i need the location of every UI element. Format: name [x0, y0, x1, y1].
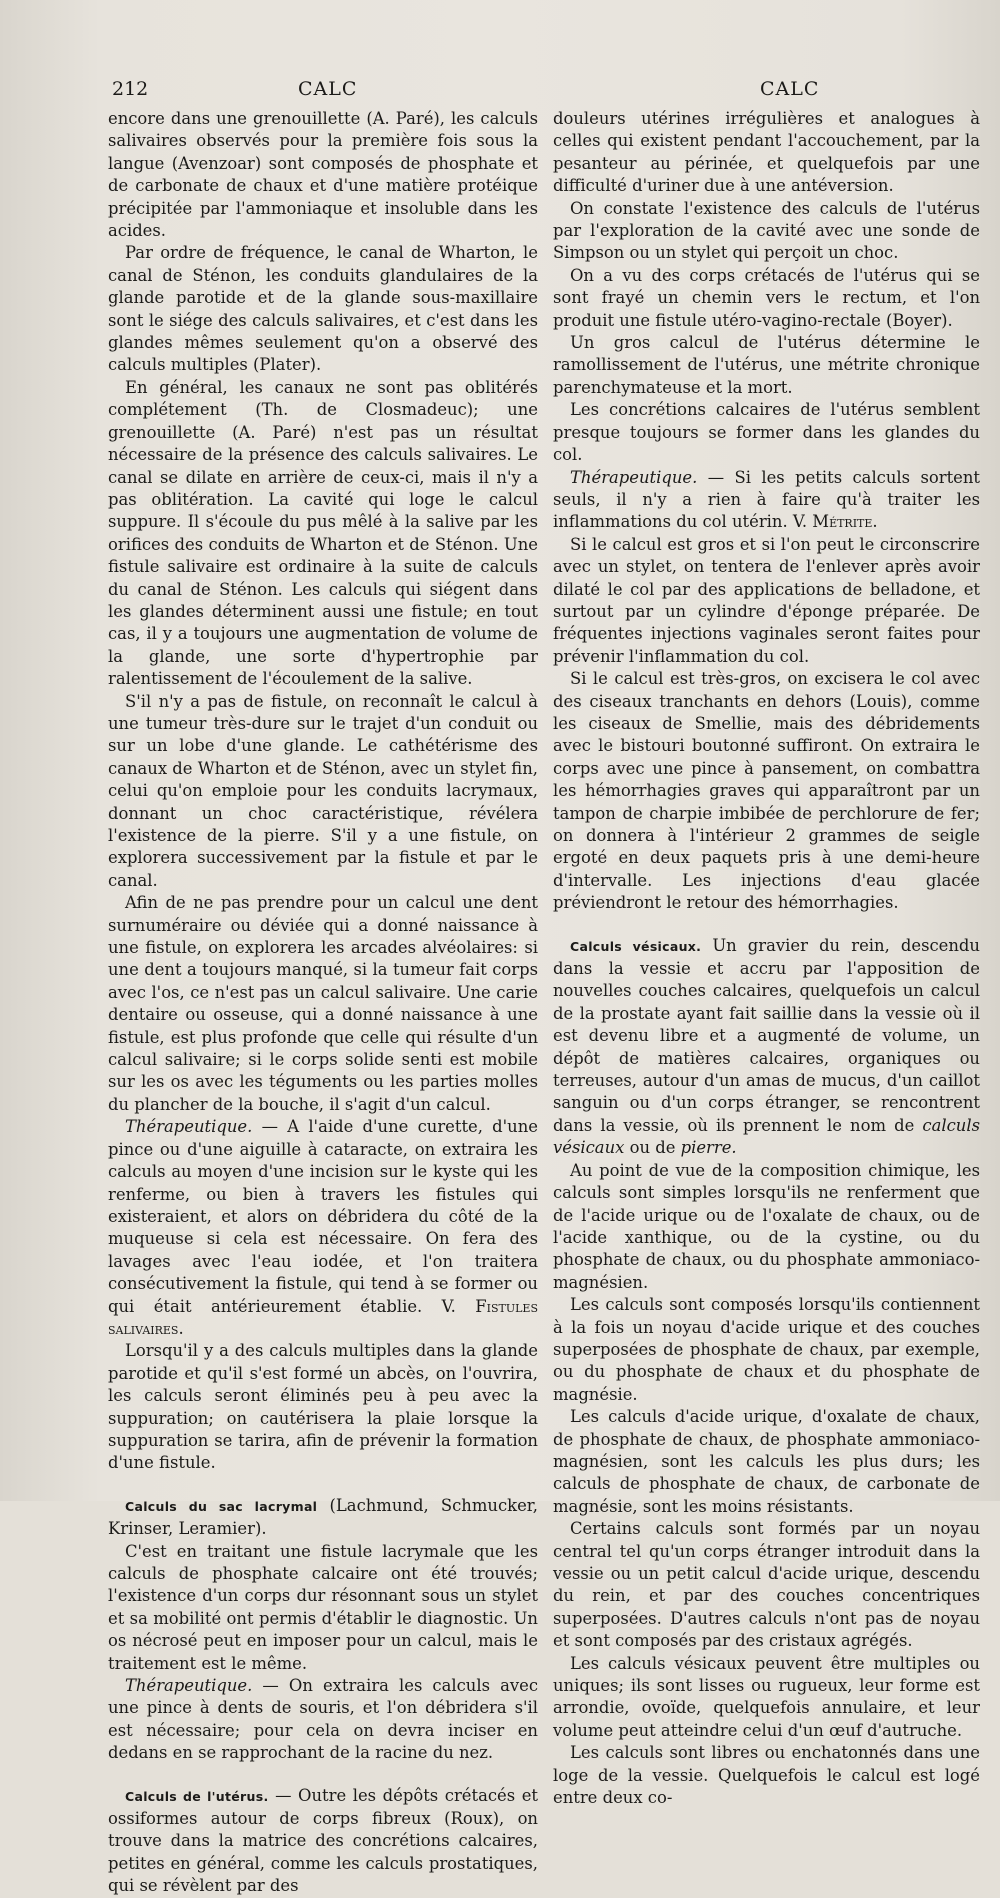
- paragraph-text: ou de: [624, 1138, 681, 1158]
- therapeutique-label: Thérapeutique.: [570, 467, 698, 487]
- paragraph: Un gros calcul de l'utérus détermine le ramollissement de l'utérus, une métrite chronique parenchymateuse et la mort.: [553, 333, 980, 397]
- paragraph: Les calculs sont composés lorsqu'ils contiennent à la fois un noyau d'acide urique et des couches superposées de phosphate de chaux, par exemple, ou du phosphate de chaux et du phosphate de magnésie.: [553, 1295, 980, 1404]
- paragraph: Certains calculs sont formés par un noyau central tel qu'un corps étranger introduit dans la vessie ou un petit calcul d'acide urique, descendu du rein, et par des couches concentriques superposées. D'autres calculs n'ont pas de noyau et sont composés par des cristaux agrégés.: [553, 1519, 980, 1651]
- therapeutique-label: Thérapeutique.: [125, 1117, 253, 1137]
- paragraph: encore dans une grenouillette (A. Paré), les calculs salivaires observés pour la première fois sous la langue (Avenzoar) sont composés de phosphate et de carbonate de chaux et d'une matière protéique précipitée par l'ammoniaque et insoluble dans les acides.: [108, 109, 538, 241]
- paragraph: douleurs utérines irrégulières et analogues à celles qui existent pendant l'accouchement, par la pesanteur au périnée, et quelquefois par une difficulté d'uriner due à une antéversion.: [553, 109, 980, 196]
- entry-heading: Calculs du sac lacrymal: [125, 1498, 318, 1514]
- entry-heading: Calculs vésicaux.: [570, 938, 702, 954]
- paragraph: Par ordre de fréquence, le canal de Wharton, le canal de Sténon, les conduits glandulaires de la glande parotide et de la glande sous-maxillaire sont le siége des calculs salivaires, et c'est dans les glandes mêmes seulement qu'on a observé des calculs multiples (Plater).: [108, 243, 538, 375]
- page-number: 212: [112, 78, 149, 100]
- paragraph: En général, les canaux ne sont pas oblitérés complétement (Th. de Closmadeuc); une grenouillette (A. Paré) n'est pas un résultat nécessaire de la présence des calculs salivaires. Le canal se dilate en arrière de ceux-ci, mais il n'y a pas oblitération. La cavité qui loge le calcul suppure. Il s'écoule du pus mêlé à la salive par les orifices des conduits de Wharton et de Sténon. Une fistule salivaire est ordinaire à la suite de calculs du canal de Sténon. Les calculs qui siégent dans les glandes déterminent aussi une fistule; en tout cas, il y a toujours une augmentation de volume de la glande, une sorte d'hypertrophie par ralentissement de l'écoulement de la salive.: [108, 377, 538, 689]
- paragraph: Afin de ne pas prendre pour un calcul une dent surnuméraire ou déviée qui a donné naissance à une fistule, on explorera les arcades alvéolaires: si une dent a toujours manqué, si la tumeur fait corps avec l'os, ce n'est pas un calcul salivaire. Une carie dentaire ou osseuse, qui a donné naissance à une fistule, est plus profonde que celle qui résulte d'un calcul salivaire; si le corps solide senti est mobile sur les os avec les téguments ou les parties molles du plancher de la bouche, il s'agit d'un calcul.: [108, 893, 538, 1114]
- italic-term: calculs vésicaux: [553, 1115, 980, 1158]
- entry-heading: Calculs de l'utérus.: [125, 1788, 269, 1804]
- paragraph: Lorsqu'il y a des calculs multiples dans la glande parotide et qu'il s'est formé un abcès, on l'ouvrira, les calculs seront éliminés peu à peu avec la suppuration; on cautérisera la plaie lorsque la suppuration se tarira, afin de prévenir la formation d'une fistule.: [108, 1341, 538, 1473]
- paragraph-text: Un gravier du rein, descendu dans la vessie et accru par l'apposition de nouvelles couches calcaires, quelquefois un calcul de la prostate ayant fait saillie dans la vessie où il est devenu libre et a augmenté de volume, un dépôt de matières calcaires, organiques ou terreuses, autour d'un amas de mucus, d'un caillot sanguin ou d'un corps étranger, se rencontrent dans la vessie, où ils prennent le nom de: [553, 935, 980, 1135]
- entry-paragraph: [553, 935, 980, 1160]
- paragraph-text: — Si les petits calculs sortent seuls, il n'y a rien à faire qu'à traiter les inflammations du col utérin. V.: [553, 467, 980, 532]
- paragraph-text: — A l'aide d'une curette, d'une pince ou d'une aiguille à cataracte, on extraira les calculs au moyen d'une incision sur le kyste qui les renferme, ou bien à travers les fistules qui existeraient, et alors on débridera du côté de la muqueuse si cela est nécessaire. On fera des lavages avec l'eau iodée, et l'on traitera consécutivement la fistule, qui tend à se former ou qui était antérieurement établie. V.: [108, 1117, 538, 1316]
- therapeutique-label: Thérapeutique.: [125, 1676, 253, 1696]
- paragraph: Les concrétions calcaires de l'utérus semblent presque toujours se former dans les glandes du col.: [553, 400, 980, 465]
- left-column: [108, 108, 538, 1898]
- paragraph-text: — Outre les dépôts crétacés et ossiformes autour de corps fibreux (Roux), on trouve dans la matrice des concrétions calcaires, petites en général, comme les calculs prostatiques, qui se révèlent par des: [108, 1785, 538, 1896]
- paragraph: Les calculs vésicaux peuvent être multiples ou uniques; ils sont lisses ou rugueux, leur forme est arrondie, ovoïde, quelquefois annulaire, et leur volume peut atteindre celui d'un œuf d'autruche.: [553, 1653, 980, 1740]
- paragraph: [108, 1116, 538, 1340]
- page-header: [112, 74, 975, 104]
- paragraph: [553, 467, 980, 534]
- italic-term: pierre.: [680, 1138, 737, 1158]
- cross-reference: Métrite.: [812, 512, 878, 532]
- paragraph-text: — On extraira les calculs avec une pince à dents de souris, et l'on débridera s'il est nécessaire; pour cela on devra inciser en dedans en se rapprochant de la racine du nez.: [108, 1676, 538, 1763]
- right-column: [553, 108, 980, 1809]
- running-head-right: CALC: [760, 78, 820, 100]
- paragraph: On a vu des corps crétacés de l'utérus qui se sont frayé un chemin vers le rectum, et l'on produit une fistule utéro-vagino-rectale (Boyer).: [553, 265, 980, 330]
- cross-reference: Fistules salivaires.: [108, 1296, 538, 1338]
- paragraph: Les calculs sont libres ou enchatonnés dans une loge de la vessie. Quelquefois le calcul est logé entre deux co-: [553, 1743, 980, 1808]
- entry-paragraph: [108, 1785, 538, 1898]
- running-head-left: CALC: [298, 78, 358, 100]
- paragraph: C'est en traitant une fistule lacrymale que les calculs de phosphate calcaire ont été trouvés; l'existence d'un corps dur résonnant sous un stylet et sa mobilité ont permis d'établir le diagnostic. Un os nécrosé peut en imposer pour un calcul, mais le traitement est le même.: [108, 1541, 538, 1673]
- entry-paragraph: [108, 1495, 538, 1541]
- paragraph: [108, 1675, 538, 1765]
- paragraph-text: (Lachmund, Schmucker, Krinser, Leramier).: [108, 1495, 539, 1539]
- paragraph: On constate l'existence des calculs de l'utérus par l'exploration de la cavité avec une sonde de Simpson ou un stylet qui perçoit un choc.: [553, 198, 980, 263]
- paragraph: S'il n'y a pas de fistule, on reconnaît le calcul à une tumeur très-dure sur le trajet d'un conduit ou sur un lobe d'une glande. Le cathétérisme des canaux de Wharton et de Sténon, avec un stylet fin, celui qu'on emploie pour les conduits lacrymaux, donnant un choc caractéristique, révélera l'existence de la pierre. S'il y a une fistule, on explorera successivement par la fistule et par le canal.: [108, 691, 538, 890]
- paragraph: Si le calcul est gros et si l'on peut le circonscrire avec un stylet, on tentera de l'enlever après avoir dilaté le col par des applications de belladone, et surtout par un cylindre d'éponge préparée. De fréquentes injections vaginales seront faites pour prévenir l'inflammation du col.: [553, 534, 980, 666]
- paragraph: Au point de vue de la composition chimique, les calculs sont simples lorsqu'ils ne renferment que de l'acide urique ou de l'oxalate de chaux, ou de l'acide xanthique, ou de la cystine, ou du phosphate de chaux, ou du phosphate ammoniaco-magnésien.: [553, 1160, 980, 1292]
- paragraph: Si le calcul est très-gros, on excisera le col avec des ciseaux tranchants en dehors (Louis), comme les ciseaux de Smellie, mais des débridements avec le bistouri boutonné suffiront. On extraira le corps avec une pince à pansement, on combattra les hémorrhagies graves qui apparaîtront par un tampon de charpie imbibée de perchlorure de fer; on donnera à l'intérieur 2 grammes de seigle ergoté en deux paquets pris à une demi-heure d'intervalle. Les injections d'eau glacée préviendront le retour des hémorrhagies.: [553, 669, 980, 913]
- paragraph: Les calculs d'acide urique, d'oxalate de chaux, de phosphate de chaux, de phosphate ammoniaco-magnésien, sont les calculs les plus durs; les calculs de phosphate de chaux, de carbonate de magnésie, sont les moins résistants.: [553, 1407, 980, 1516]
